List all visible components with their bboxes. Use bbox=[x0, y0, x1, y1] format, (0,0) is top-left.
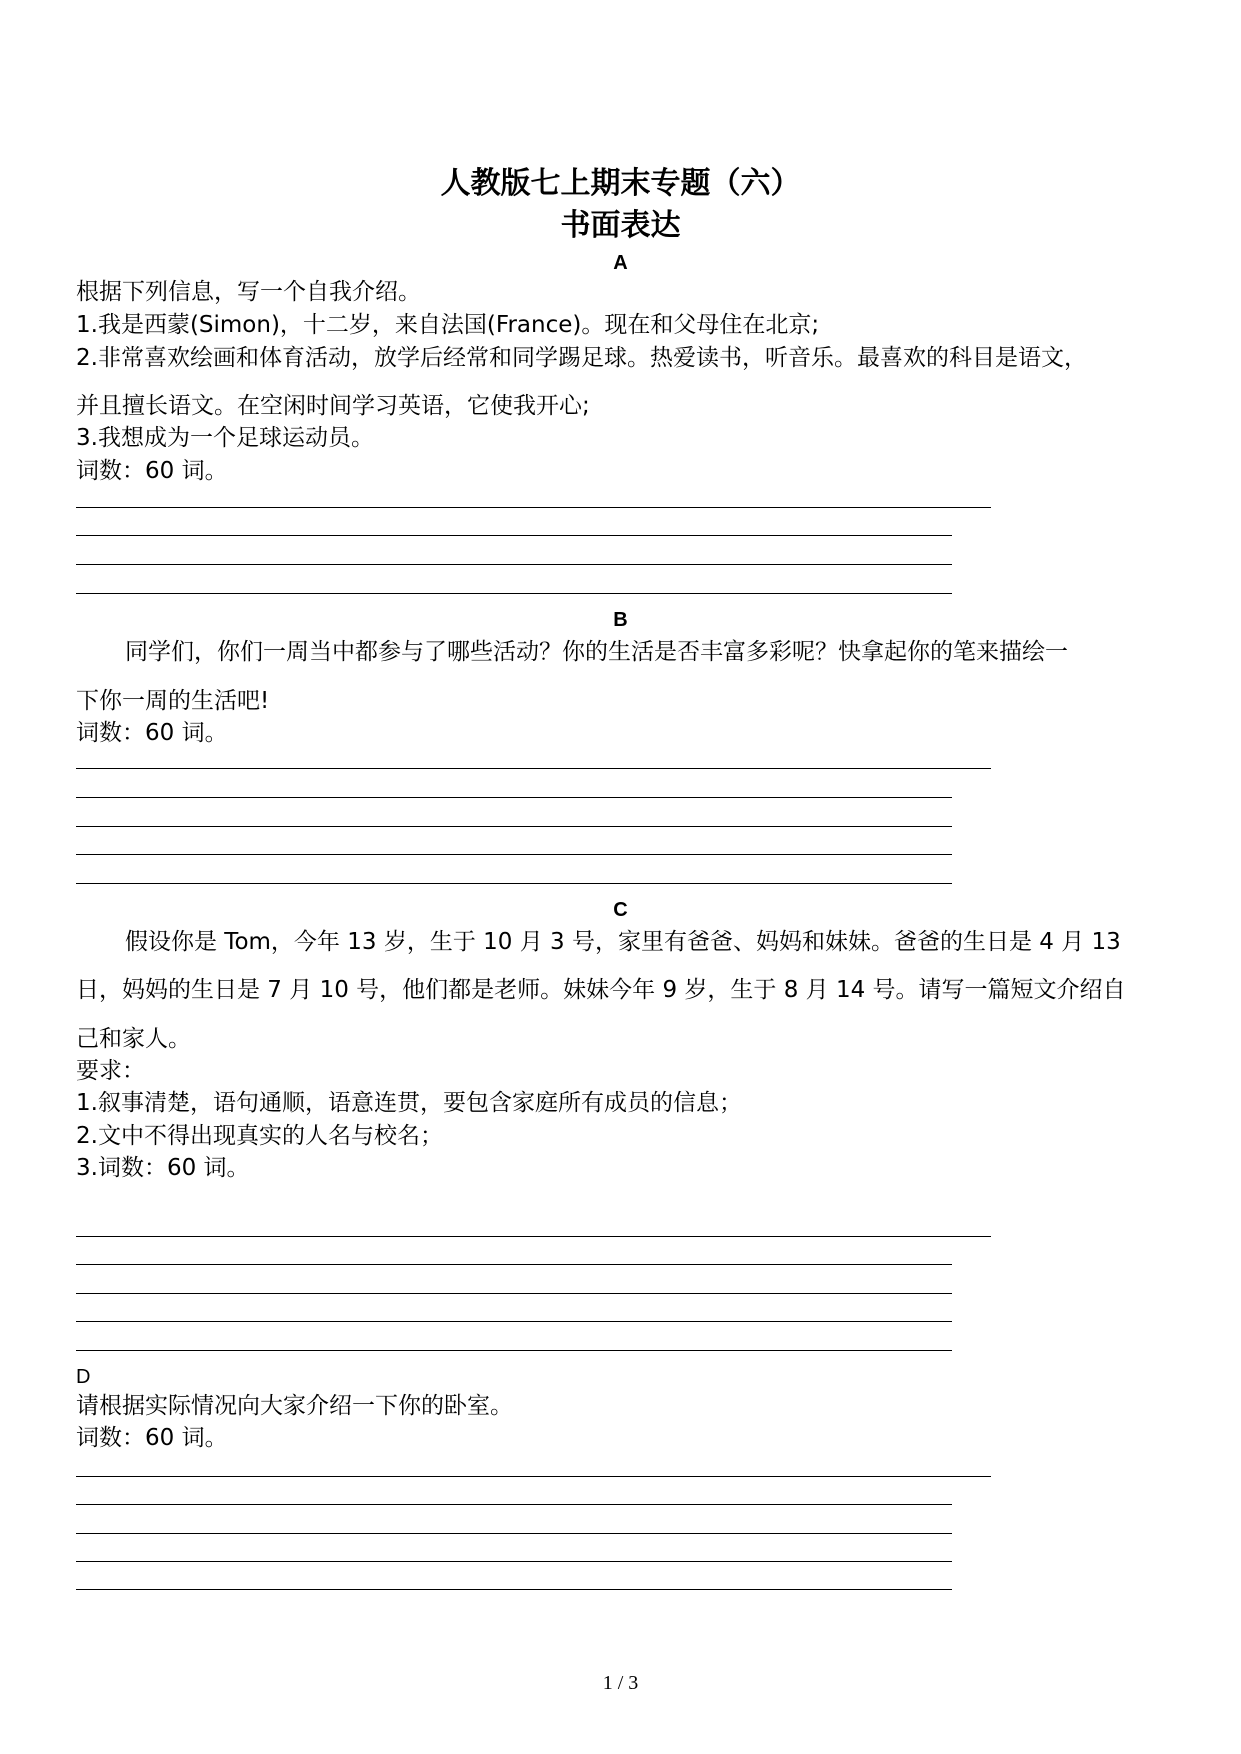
section-c-line: 假设你是 Tom，今年 13 岁，生于 10 月 3 号，家里有爸爸、妈妈和妹妹。爸爸的生日是 4 月 13 bbox=[125, 929, 1121, 955]
section-b-heading: B bbox=[613, 609, 628, 631]
answer-line bbox=[76, 593, 952, 594]
answer-line bbox=[76, 1293, 952, 1294]
answer-line bbox=[76, 1504, 952, 1505]
section-a-line: 并且擅长语文。在空闲时间学习英语，它使我开心; bbox=[76, 393, 590, 419]
answer-line bbox=[76, 797, 952, 798]
page-subtitle: 书面表达 bbox=[560, 208, 681, 243]
section-c-line: 2.文中不得出现真实的人名与校名； bbox=[76, 1123, 443, 1149]
answer-line bbox=[76, 768, 991, 769]
answer-line bbox=[76, 535, 952, 536]
answer-line bbox=[76, 1236, 991, 1237]
section-a-line: 2.非常喜欢绘画和体育活动，放学后经常和同学踢足球。热爱读书，听音乐。最喜欢的科目是语文， bbox=[76, 345, 1087, 371]
answer-line bbox=[76, 826, 952, 827]
answer-line bbox=[76, 507, 991, 508]
answer-line bbox=[76, 1561, 952, 1562]
section-c-word-count: 3.词数：60 词。 bbox=[76, 1155, 250, 1181]
section-a-line: 根据下列信息，写一个自我介绍。 bbox=[76, 279, 421, 305]
section-c-line: 1.叙事清楚，语句通顺，语意连贯，要包含家庭所有成员的信息； bbox=[76, 1090, 742, 1116]
page-number: 1 / 3 bbox=[602, 1672, 639, 1694]
section-b-word-count: 词数：60 词。 bbox=[76, 720, 228, 746]
section-d-heading: D bbox=[76, 1366, 91, 1388]
section-d-word-count: 词数：60 词。 bbox=[76, 1425, 228, 1451]
section-a-word-count: 词数：60 词。 bbox=[76, 458, 228, 484]
answer-line bbox=[76, 883, 952, 884]
answer-line bbox=[76, 564, 952, 565]
answer-line bbox=[76, 1264, 952, 1265]
answer-line bbox=[76, 1589, 952, 1590]
page-title: 人教版七上期末专题（六） bbox=[440, 166, 801, 201]
section-c-line: 己和家人。 bbox=[76, 1026, 191, 1052]
answer-line bbox=[76, 1350, 952, 1351]
section-b-line: 同学们，你们一周当中都参与了哪些活动？你的生活是否丰富多彩呢？快拿起你的笔来描绘一 bbox=[125, 639, 1068, 665]
section-a-line: 1.我是西蒙(Simon)，十二岁，来自法国(France)。现在和父母住在北京; bbox=[76, 312, 820, 338]
section-a-heading: A bbox=[613, 252, 628, 274]
section-d-line: 请根据实际情况向大家介绍一下你的卧室。 bbox=[76, 1393, 513, 1419]
answer-line bbox=[76, 1321, 952, 1322]
section-b-line: 下你一周的生活吧! bbox=[76, 688, 270, 714]
answer-line bbox=[76, 1533, 952, 1534]
answer-line bbox=[76, 1476, 991, 1477]
section-a-line: 3.我想成为一个足球运动员。 bbox=[76, 425, 374, 451]
section-c-line: 日，妈妈的生日是 7 月 10 号，他们都是老师。妹妹今年 9 岁，生于 8 月 14 号。请写一篇短文介绍自 bbox=[76, 977, 1126, 1003]
section-c-line: 要求： bbox=[76, 1058, 145, 1084]
section-c-heading: C bbox=[613, 899, 628, 921]
answer-line bbox=[76, 854, 952, 855]
